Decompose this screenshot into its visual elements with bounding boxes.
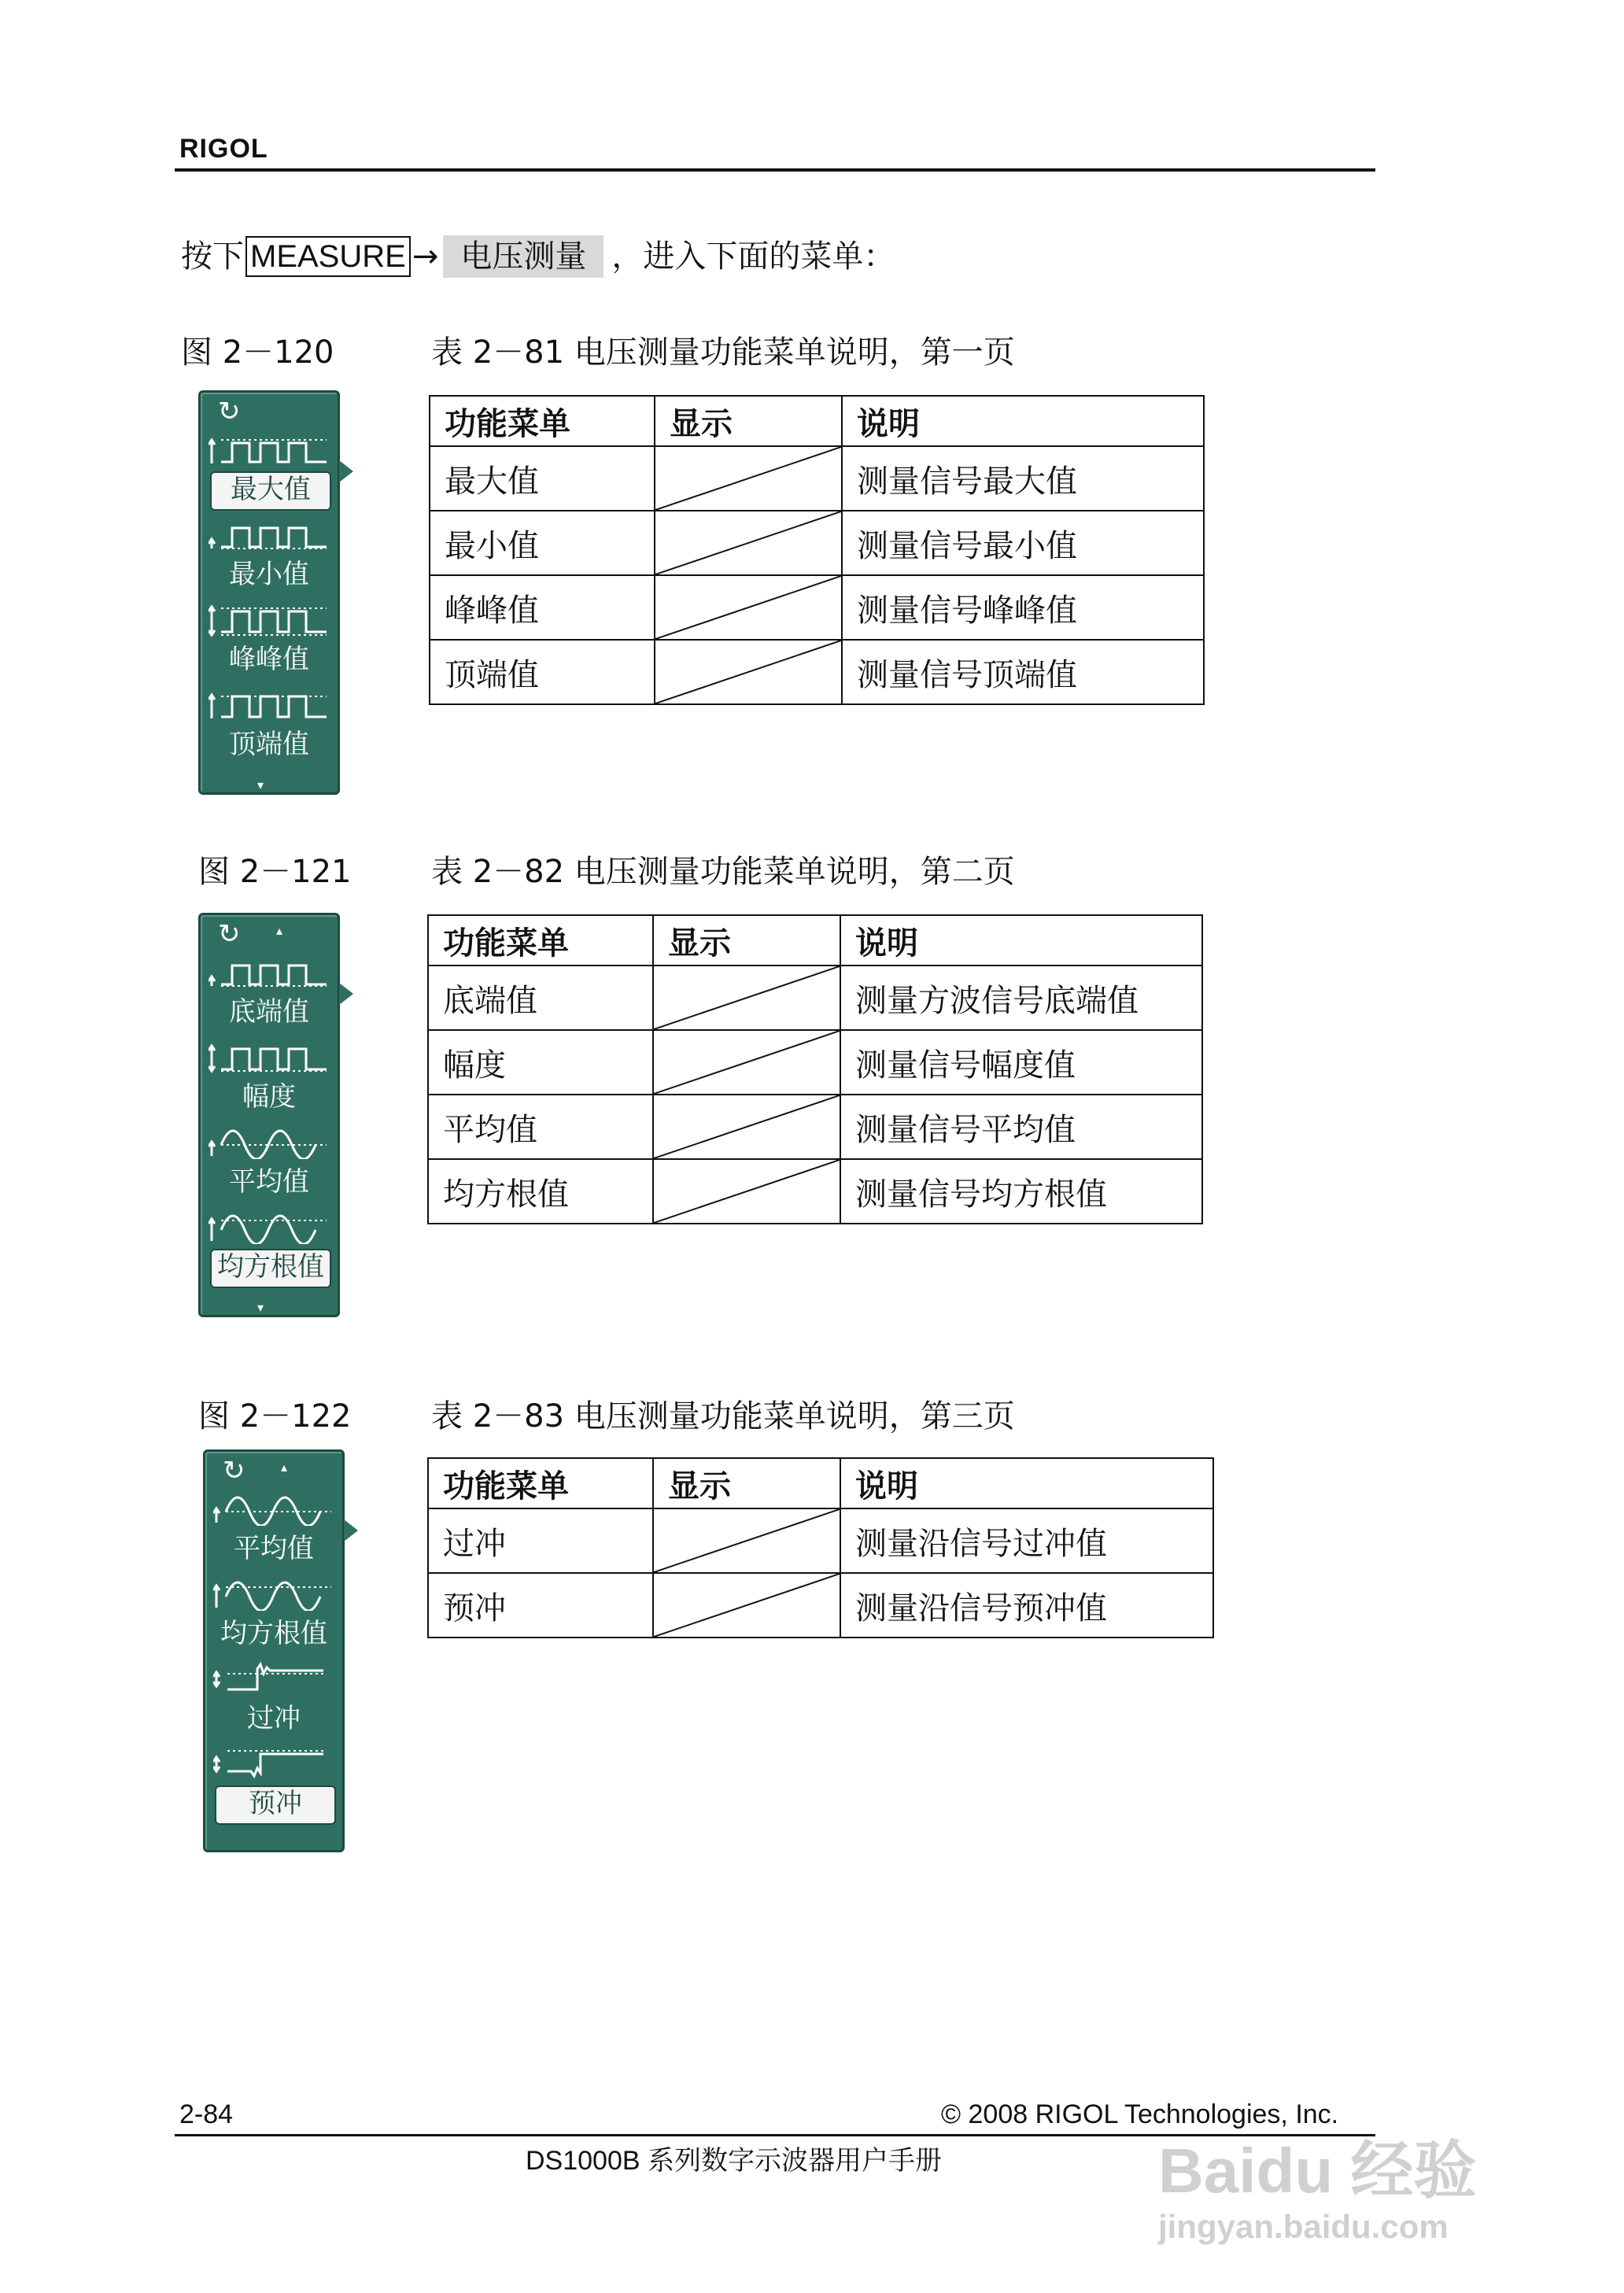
table-header-row	[430, 396, 1204, 446]
square-wave-icon	[209, 1039, 330, 1074]
sine-wave-icon	[209, 1124, 330, 1159]
baidu-watermark-logo: Baidu 经验	[1158, 2136, 1477, 2206]
menu-item-label: 均方根值	[210, 1249, 331, 1288]
menu-item-label: 顶端值	[229, 729, 309, 760]
table-row	[430, 575, 1204, 640]
manual-title: DS1000B 系列数字示波器用户手册	[526, 2146, 942, 2176]
header-cell: 显示	[653, 915, 840, 966]
table-row	[430, 640, 1204, 704]
overshoot-edge-icon	[213, 1661, 334, 1696]
sine-wave-icon	[213, 1576, 334, 1611]
scope-menu-page3	[203, 1449, 345, 1852]
display-cell	[655, 575, 842, 640]
menu-item[interactable]	[210, 1491, 338, 1576]
table-header-row	[428, 1458, 1213, 1508]
diagonal-line-icon	[655, 447, 841, 510]
intro-prefix: 按下	[181, 238, 244, 275]
display-cell	[653, 1508, 840, 1573]
description-cell: 测量方波信号底端值	[840, 966, 1202, 1030]
menu-item[interactable]	[205, 517, 333, 602]
sine-wave-icon	[213, 1491, 334, 1526]
function-cell: 预冲	[428, 1573, 653, 1638]
function-cell: 最大值	[430, 446, 655, 511]
table-row	[428, 1508, 1213, 1573]
header-cell: 显示	[653, 1458, 840, 1508]
diagonal-line-icon	[655, 641, 841, 703]
square-wave-icon	[209, 954, 330, 989]
menu-pointer	[339, 983, 353, 1005]
header-cell: 说明	[840, 915, 1202, 966]
menu-pointer	[339, 460, 353, 482]
return-icon: ↻	[223, 1455, 245, 1486]
table-row	[428, 966, 1202, 1030]
square-wave-icon	[209, 517, 330, 552]
table-row	[430, 446, 1204, 511]
table-row	[428, 1573, 1213, 1638]
table-caption: 表 2－83 电压测量功能菜单说明，第三页	[431, 1398, 1015, 1435]
display-cell	[655, 511, 842, 575]
description-cell: 测量信号顶端值	[842, 640, 1204, 704]
return-icon: ↻	[218, 918, 241, 950]
header-cell: 说明	[840, 1458, 1213, 1508]
menu-item[interactable]	[205, 1124, 333, 1209]
intro-line	[181, 233, 895, 280]
header-cell: 功能菜单	[428, 915, 653, 966]
table-caption: 表 2－81 电压测量功能菜单说明，第一页	[431, 334, 1015, 371]
table-row	[428, 1095, 1202, 1159]
watermark-url: jingyan.baidu.com	[1158, 2208, 1449, 2245]
page-up-icon: ▴	[276, 923, 283, 938]
diagonal-line-icon	[654, 966, 840, 1029]
table-row	[428, 1159, 1202, 1224]
function-cell: 最小值	[430, 511, 655, 575]
copyright: © 2008 RIGOL Technologies, Inc.	[941, 2099, 1339, 2129]
description-cell: 测量信号幅度值	[840, 1030, 1202, 1095]
menu-item-label: 底端值	[229, 996, 309, 1028]
function-cell: 均方根值	[428, 1159, 653, 1224]
sine-wave-icon	[209, 1209, 330, 1244]
page-down-icon: ▾	[257, 777, 264, 792]
menu-item[interactable]	[205, 432, 333, 517]
display-cell	[653, 1030, 840, 1095]
display-cell	[653, 1095, 840, 1159]
figure-caption: 图 2－121	[198, 854, 352, 890]
diagonal-line-icon	[654, 1160, 840, 1223]
description-cell: 测量沿信号预冲值	[840, 1573, 1213, 1638]
description-cell: 测量信号峰峰值	[842, 575, 1204, 640]
menu-item[interactable]	[205, 1039, 333, 1124]
menu-item-label: 预冲	[215, 1785, 336, 1825]
function-cell: 幅度	[428, 1030, 653, 1095]
scope-menu-page2	[198, 913, 340, 1317]
diagonal-line-icon	[654, 1574, 840, 1637]
preshoot-edge-icon	[213, 1746, 334, 1781]
diagonal-line-icon	[654, 1509, 840, 1572]
menu-item-label: 过冲	[247, 1703, 301, 1734]
diagonal-line-icon	[655, 576, 841, 639]
function-cell: 平均值	[428, 1095, 653, 1159]
intro-suffix: ，进入下面的菜单：	[611, 238, 895, 275]
menu-item-label: 最小值	[229, 559, 309, 590]
menu-item[interactable]	[205, 1209, 333, 1294]
square-wave-icon	[209, 432, 330, 467]
function-cell: 过冲	[428, 1508, 653, 1573]
table-row	[430, 511, 1204, 575]
menu-item-label: 峰峰值	[229, 644, 309, 675]
table-caption: 表 2－82 电压测量功能菜单说明，第二页	[431, 854, 1015, 890]
menu-pointer	[344, 1519, 358, 1542]
display-cell	[653, 1573, 840, 1638]
menu-item[interactable]	[210, 1746, 338, 1831]
voltage-softkey-label: 电压测量	[443, 235, 603, 278]
spec-table-page1	[429, 395, 1205, 705]
function-cell: 底端值	[428, 966, 653, 1030]
description-cell: 测量信号最小值	[842, 511, 1204, 575]
header-cell: 功能菜单	[428, 1458, 653, 1508]
diagonal-line-icon	[654, 1031, 840, 1094]
menu-item[interactable]	[210, 1661, 338, 1746]
square-wave-icon	[209, 687, 330, 722]
menu-item-label: 平均值	[234, 1533, 314, 1564]
page-number: 2-84	[179, 2099, 234, 2129]
spec-table-page3	[427, 1457, 1214, 1638]
display-cell	[653, 966, 840, 1030]
scope-menu-page1	[198, 390, 340, 795]
menu-item-label: 平均值	[229, 1166, 309, 1198]
function-cell: 峰峰值	[430, 575, 655, 640]
diagonal-line-icon	[654, 1095, 840, 1158]
header-cell: 说明	[842, 396, 1204, 446]
menu-item-label: 最大值	[210, 471, 331, 511]
header-cell: 显示	[655, 396, 842, 446]
description-cell: 测量信号均方根值	[840, 1159, 1202, 1224]
menu-item[interactable]	[205, 687, 333, 772]
menu-item[interactable]	[210, 1576, 338, 1661]
figure-caption: 图 2－122	[198, 1398, 352, 1435]
header-rule	[175, 168, 1375, 172]
menu-item-label: 均方根值	[220, 1618, 327, 1649]
square-wave-icon	[209, 602, 330, 637]
menu-item-label: 幅度	[242, 1081, 296, 1113]
header-cell: 功能菜单	[430, 396, 655, 446]
page-down-icon: ▾	[257, 1300, 264, 1315]
display-cell	[655, 640, 842, 704]
table-row	[428, 1030, 1202, 1095]
measure-key-label: MEASURE	[245, 236, 411, 277]
function-cell: 顶端值	[430, 640, 655, 704]
arrow-glyph: →	[412, 238, 439, 275]
display-cell	[655, 446, 842, 511]
spec-table-page2	[427, 914, 1203, 1224]
description-cell: 测量信号最大值	[842, 446, 1204, 511]
return-icon: ↻	[218, 396, 241, 427]
display-cell	[653, 1159, 840, 1224]
page-up-icon: ▴	[281, 1460, 288, 1475]
brand-header: RIGOL	[179, 134, 268, 164]
menu-item[interactable]	[205, 954, 333, 1039]
diagonal-line-icon	[655, 511, 841, 574]
figure-caption: 图 2－120	[181, 334, 334, 371]
description-cell: 测量沿信号过冲值	[840, 1508, 1213, 1573]
description-cell: 测量信号平均值	[840, 1095, 1202, 1159]
menu-item[interactable]	[205, 602, 333, 687]
table-header-row	[428, 915, 1202, 966]
